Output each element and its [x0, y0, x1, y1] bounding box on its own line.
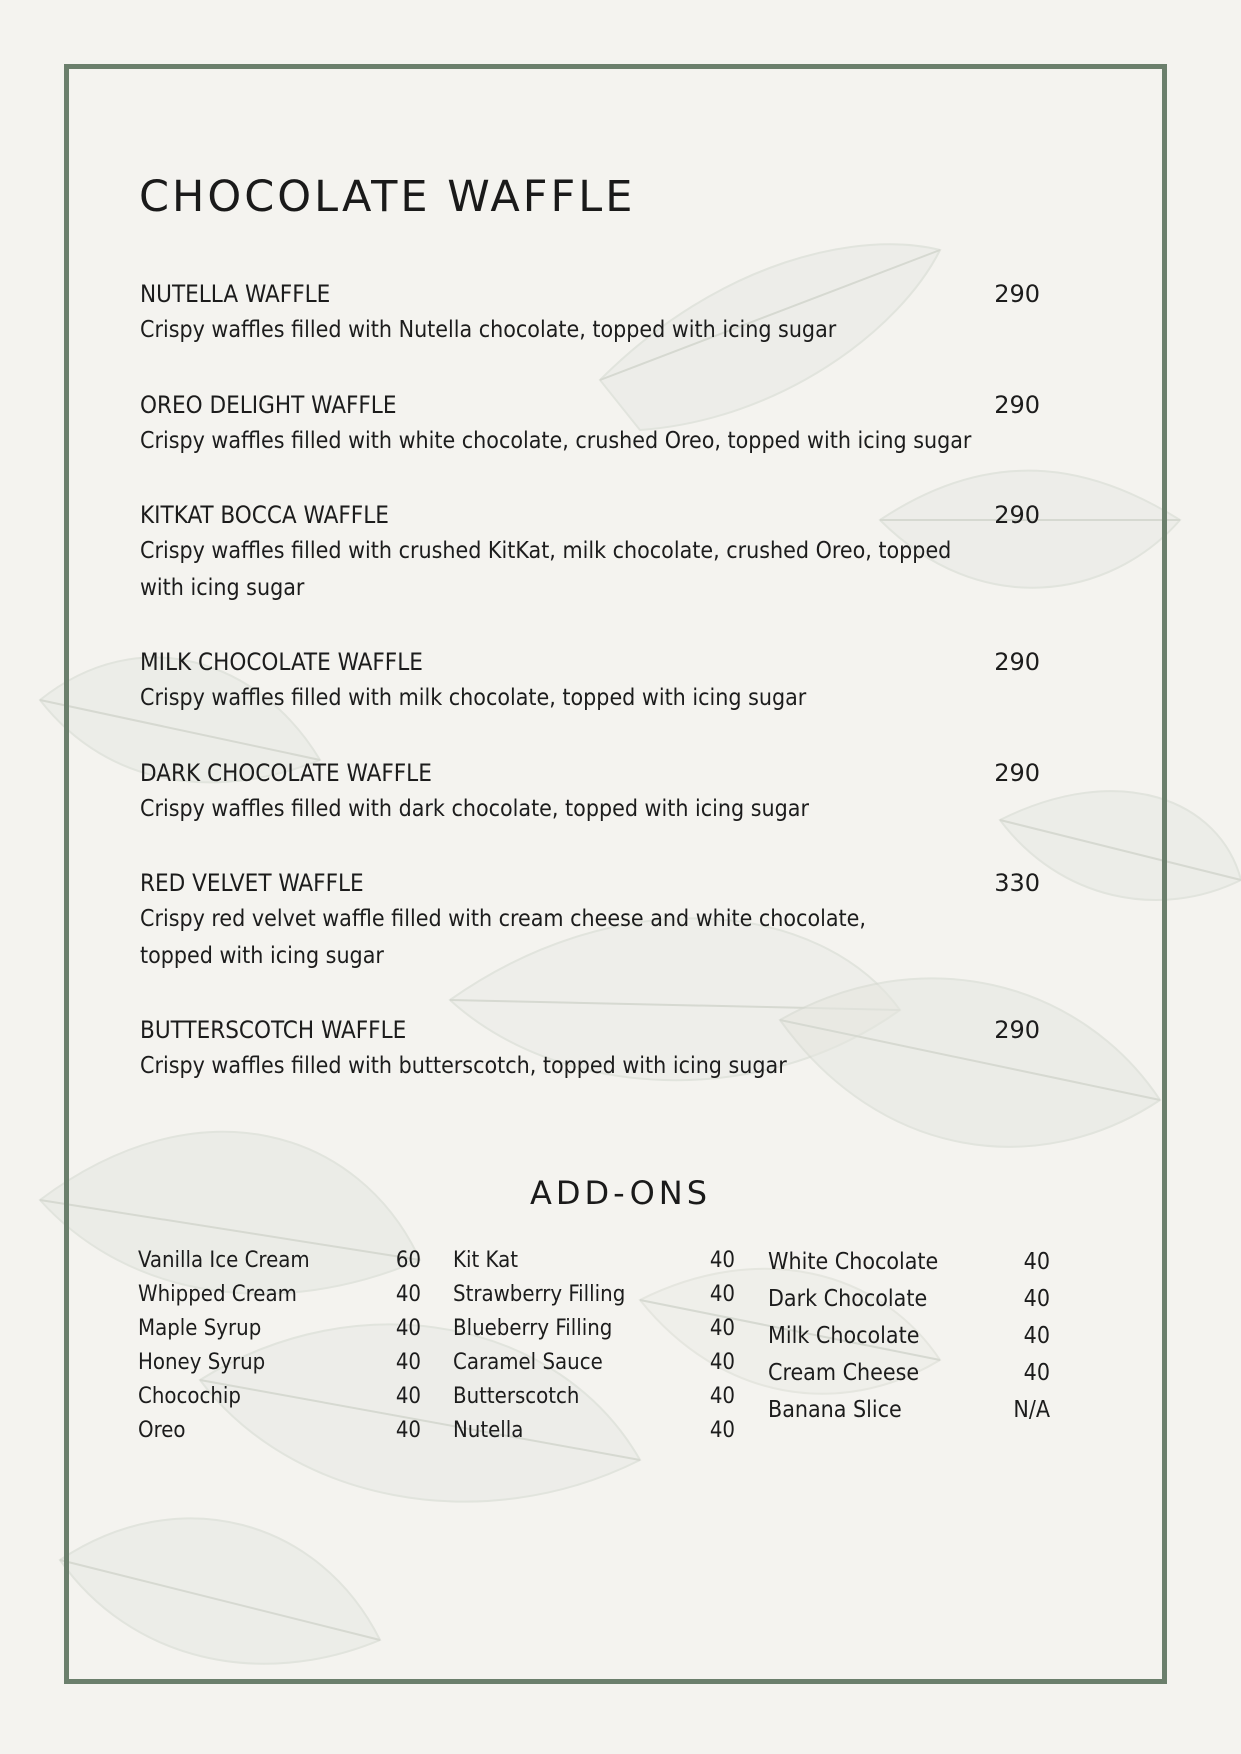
addon-row — [768, 1392, 1050, 1429]
addon-row — [453, 1312, 735, 1346]
item-name: KITKAT BOCCA WAFFLE — [140, 501, 389, 529]
addon-name: Oreo — [138, 1418, 186, 1443]
item-description: Crispy red velvet waffle filled with cream cheese and white chocolate, topped with icing sugar — [140, 906, 866, 969]
item-price: 290 — [994, 391, 1040, 419]
addon-name: Blueberry Filling — [453, 1316, 613, 1341]
addon-price: 40 — [1023, 1249, 1050, 1275]
addon-price: 40 — [709, 1248, 735, 1273]
addons-column-3 — [768, 1244, 1050, 1429]
addon-row — [453, 1380, 735, 1414]
item-price: 290 — [994, 1016, 1040, 1044]
addon-price: 40 — [1023, 1360, 1050, 1386]
addon-row — [453, 1414, 735, 1448]
menu-item — [140, 647, 1040, 717]
addon-name: Honey Syrup — [138, 1350, 266, 1375]
item-name: BUTTERSCOTCH WAFFLE — [140, 1016, 407, 1044]
addon-price: 40 — [1023, 1286, 1050, 1312]
addon-price: 40 — [395, 1316, 421, 1341]
addon-price: N/A — [1013, 1397, 1050, 1423]
item-price: 290 — [994, 759, 1040, 787]
addon-row — [138, 1380, 421, 1414]
item-name: DARK CHOCOLATE WAFFLE — [140, 759, 432, 787]
addon-row — [138, 1312, 421, 1346]
item-description: Crispy waffles filled with white chocolate, crushed Oreo, topped with icing sugar — [140, 428, 972, 454]
addons-column-1 — [138, 1244, 421, 1448]
addon-row — [768, 1281, 1050, 1318]
addon-row — [138, 1414, 421, 1448]
addon-price: 40 — [395, 1350, 421, 1375]
addon-name: White Chocolate — [768, 1249, 939, 1275]
page-title: CHOCOLATE WAFFLE — [139, 172, 636, 222]
menu-item — [140, 279, 1040, 349]
addons-title: ADD-ONS — [529, 1174, 712, 1212]
addon-price: 60 — [395, 1248, 421, 1273]
item-description: Crispy waffles filled with crushed KitKat, milk chocolate, crushed Oreo, topped with icing sugar — [140, 538, 952, 601]
addon-name: Nutella — [453, 1418, 524, 1443]
addon-name: Caramel Sauce — [453, 1350, 603, 1375]
menu-item — [140, 868, 1040, 975]
addon-row — [768, 1355, 1050, 1392]
menu-item — [140, 758, 1040, 828]
addon-price: 40 — [395, 1418, 421, 1443]
addon-name: Butterscotch — [453, 1384, 580, 1409]
item-description: Crispy waffles filled with Nutella chocolate, topped with icing sugar — [140, 317, 837, 343]
addon-name: Banana Slice — [768, 1397, 902, 1423]
addon-name: Strawberry Filling — [453, 1282, 626, 1307]
item-description: Crispy waffles filled with butterscotch, topped with icing sugar — [140, 1053, 787, 1079]
item-description: Crispy waffles filled with milk chocolate, topped with icing sugar — [140, 685, 807, 711]
addon-row — [138, 1346, 421, 1380]
addon-row — [453, 1346, 735, 1380]
addon-price: 40 — [709, 1384, 735, 1409]
addon-row — [138, 1244, 421, 1278]
item-description: Crispy waffles filled with dark chocolate, topped with icing sugar — [140, 796, 809, 822]
addons-column-2 — [453, 1244, 735, 1448]
addon-row — [768, 1244, 1050, 1281]
addon-price: 40 — [395, 1282, 421, 1307]
item-name: MILK CHOCOLATE WAFFLE — [140, 648, 423, 676]
addon-price: 40 — [709, 1282, 735, 1307]
addon-row — [768, 1318, 1050, 1355]
item-price: 290 — [994, 501, 1040, 529]
addon-name: Milk Chocolate — [768, 1323, 920, 1349]
addon-name: Maple Syrup — [138, 1316, 262, 1341]
menu-item — [140, 390, 1040, 460]
addon-name: Vanilla Ice Cream — [138, 1248, 310, 1273]
addon-row — [453, 1278, 735, 1312]
addon-price: 40 — [1023, 1323, 1050, 1349]
menu-item — [140, 500, 1040, 607]
item-price: 290 — [994, 280, 1040, 308]
addon-name: Dark Chocolate — [768, 1286, 928, 1312]
addon-row — [138, 1278, 421, 1312]
item-name: OREO DELIGHT WAFFLE — [140, 391, 397, 419]
addon-price: 40 — [395, 1384, 421, 1409]
addon-name: Whipped Cream — [138, 1282, 297, 1307]
item-name: NUTELLA WAFFLE — [140, 280, 331, 308]
addon-price: 40 — [709, 1316, 735, 1341]
menu-item — [140, 1015, 1040, 1085]
addon-name: Chocochip — [138, 1384, 241, 1409]
item-price: 330 — [994, 869, 1040, 897]
addon-price: 40 — [709, 1418, 735, 1443]
addon-price: 40 — [709, 1350, 735, 1375]
item-price: 290 — [994, 648, 1040, 676]
addon-row — [453, 1244, 735, 1278]
addon-name: Kit Kat — [453, 1248, 518, 1273]
addon-name: Cream Cheese — [768, 1360, 920, 1386]
item-name: RED VELVET WAFFLE — [140, 869, 364, 897]
